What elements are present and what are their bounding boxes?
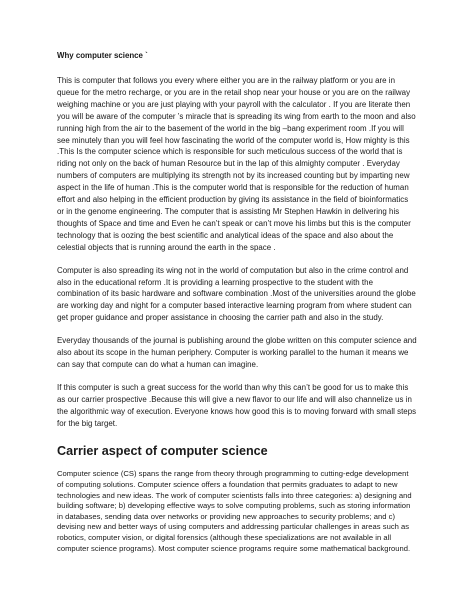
paragraph-career-prospective: If this computer is such a great success for the world than why this can’t be good for us to make this as our carrier prospective .Because this will give a new flavor to our life and will also channelize us in the algorithmic way of execution. Everyone knows how good this is to moving forward with small steps for the big target. — [57, 382, 417, 428]
paragraph-crime-education: Computer is also spreading its wing not in the world of computation but also in the crime control and also in the educational reform .It is providing a learning prospective to the student with the combination of its basic hardware and software combination .Most of the universities around the globe are working day and night for a computer based interactive learning program from where student can get proper guidance and proper assistance in choosing the carrier path and also in the study. — [57, 265, 416, 323]
paragraph-intro: This is computer that follows you every where either you are in the railway platform or you are in queue for the metro recharge, or you are in the retail shop near your house or you are on the railway weighing machine or you are just playing with your payroll with the calculator . If you are literate then you will be aware of the computer ’s miracle that is spreading its wing from earth to the moon and also running high from the air to the basement of the world in the big –bang experiment room .If you will see minutely than you will feel how fascinating the world of the computer world is, How mighty is this .This Is the computer science which is responsible for such meticulous success of the world that is riding not only on the back of human Resource but in the lap of this almighty computer . Everyday numbers of computers are multiplying its strength not by its increased counting but by imparting new aspect in the life of human .This is the computer world that is responsible for the reduction of human effort and also helping in the efficient production by giving its assistance in the field of bioinformatics or in the genome engineering. The computer that is assisting Mr Stephen Hawkin in delivering his thoughts of Space and time and Even he can’t speak or can’t move his limbs but this is the computer technology that is oozing the best scientific and analytical ideas of the space and also about the celestial objects that is running around the earth in the space . — [57, 76, 416, 252]
section-title: Carrier aspect of computer science — [57, 444, 268, 459]
document-heading: Why computer science ` — [57, 51, 148, 60]
paragraph-section-body: Computer science (CS) spans the range from theory through programming to cutting-edge development of computing solutions. Computer science offers a foundation that permits graduates to adapt to new technologies and new ideas. The work of computer scientists falls into three categories: a) designing and building software; b) developing effective ways to solve computing problems, such as storing information in databases, sending data over networks or providing new approaches to security problems; and c) devising new and better ways of using computers and addressing particular challenges in areas such as robotics, computer vision, or digital forensics (although these specializations are not available in all computer science programs). Most computer science programs require some mathematical background. — [57, 469, 412, 553]
paragraph-journals: Everyday thousands of the journal is publishing around the globe written on this computer science and also about its scope in the human periphery. Computer is working parallel to the human it means we can say that compute can do what a human can imagine. — [57, 336, 417, 369]
